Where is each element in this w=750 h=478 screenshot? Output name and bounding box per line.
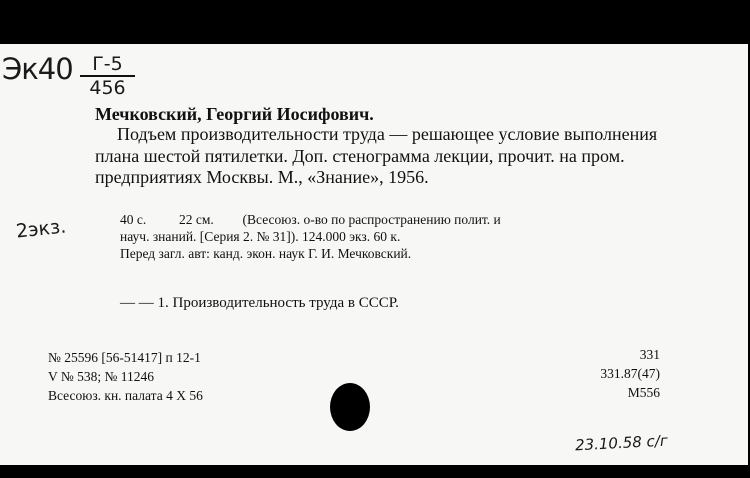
author-heading: Мечковский, Георгий Иосифович. [95, 104, 374, 124]
punch-hole [330, 383, 370, 431]
code-right-1: 331 [639, 347, 660, 362]
series-note-2: науч. знаний. [Серия 2. № 31]). 124.000 экз. 60 к. [120, 229, 401, 244]
shelf-mark: Эк40 [2, 52, 73, 86]
code-right-2: 331.87(47) [600, 366, 660, 381]
code-left-3: Всесоюз. кн. палата 4 X 56 [48, 388, 203, 403]
collation-line [120, 212, 501, 228]
code-left-1: № 25596 [56-51417] п 12-1 [48, 350, 201, 365]
copies-note: 2экз. [14, 215, 68, 243]
code-right-3: M556 [627, 385, 660, 400]
shelf-fraction-top: Г-5 [92, 53, 123, 75]
title-description: Подъем производительности труда — решающее условие выполнения плана шестой пятилетки. Доп. стенограмма лекции, прочит. на пром. предприятиях Москвы. М., «Знание», 1956. [95, 124, 658, 187]
series-note-1: (Всесоюз. о-во по распространению полит. и [242, 212, 501, 227]
date-note: 23.10.58 с/г [574, 431, 669, 455]
shelf-fraction [80, 54, 135, 98]
code-left-2: V № 538; № 11246 [48, 369, 155, 384]
author-note: Перед загл. авт: канд. экон. наук Г. И. Мечковский. [120, 246, 412, 261]
size: 22 см. [179, 212, 214, 227]
shelf-fraction-bottom: 456 [89, 77, 126, 99]
catalog-card [0, 44, 748, 465]
subject-entry: — — 1. Производительность труда в СССР. [120, 295, 399, 311]
pages: 40 с. [120, 212, 147, 227]
